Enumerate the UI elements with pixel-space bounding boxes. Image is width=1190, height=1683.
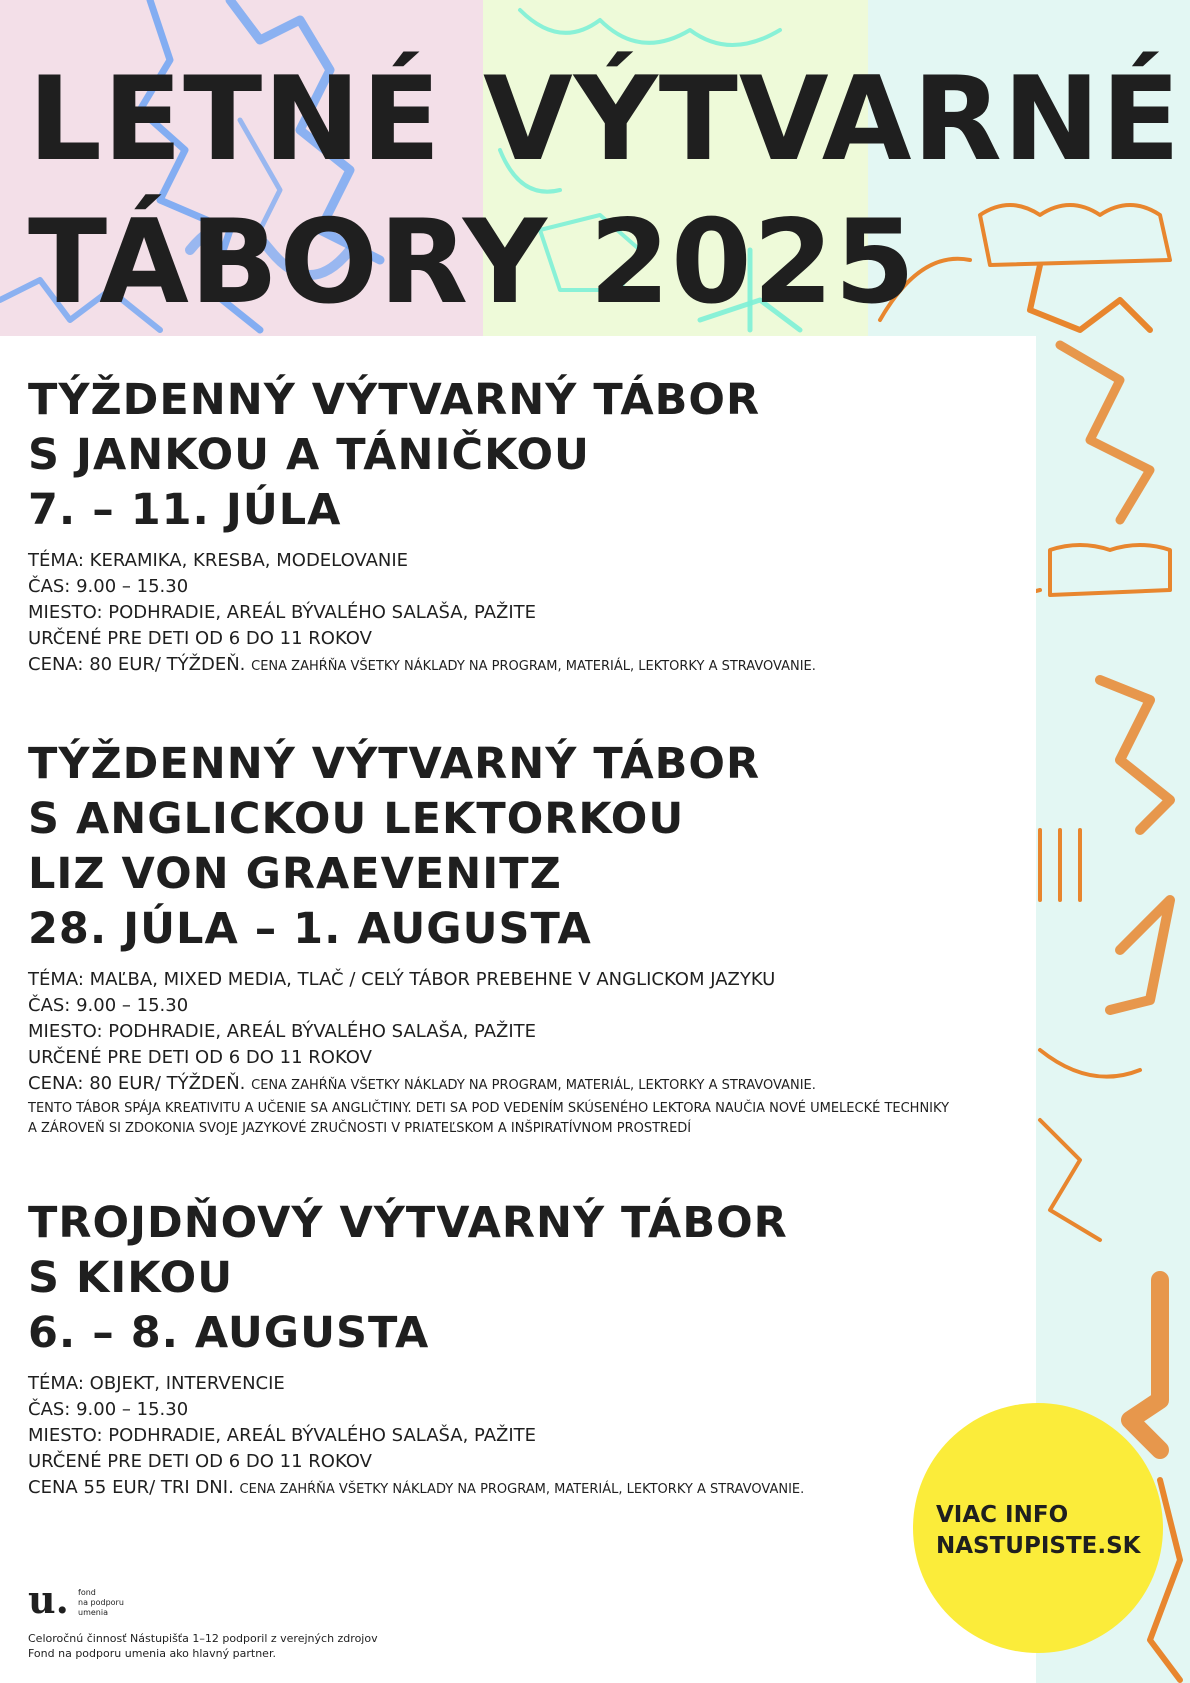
info-circle-text[interactable] (936, 1500, 1140, 1562)
camp-price-note: CENA ZAHŔŇA VŠETKY NÁKLADY NA PROGRAM, MATERIÁL, LEKTORKY A STRAVOVANIE. (251, 659, 816, 674)
logo-text-line: na podporu (78, 1598, 124, 1607)
camp-section-3 (28, 1196, 1028, 1503)
title-line-1: LETNÉ VÝTVARNÉ (28, 52, 1182, 187)
info-label: VIAC INFO (936, 1502, 1069, 1528)
camp-description-line: TENTO TÁBOR SPÁJA KREATIVITU A UČENIE SA ANGLIČTINY. DETI SA POD VEDENÍM SKÚSENÉHO LEKTORA NAUČIA NOVÉ UMELECKÉ TECHNIKY (28, 1101, 950, 1116)
camp-theme: TÉMA: MAĽBA, MIXED MEDIA, TLAČ / CELÝ TÁBOR PREBEHNE V ANGLICKOM JAZYKU (28, 969, 776, 990)
camp-dates: 28. JÚLA – 1. AUGUSTA (28, 904, 592, 954)
camp-heading-line: TROJDŇOVÝ VÝTVARNÝ TÁBOR (28, 1198, 788, 1248)
camp-heading-line: S KIKOU (28, 1253, 234, 1303)
camp-heading-line: TÝŽDENNÝ VÝTVARNÝ TÁBOR (28, 739, 761, 789)
camp-location: MIESTO: PODHRADIE, AREÁL BÝVALÉHO SALAŠA, PAŽITE (28, 1425, 537, 1446)
footer-line: Fond na podporu umenia ako hlavný partner. (28, 1647, 276, 1660)
logo-text (78, 1588, 124, 1618)
title-line-2: TÁBORY 2025 (28, 195, 917, 330)
camp-price: CENA 55 EUR/ TRI DNI. (28, 1477, 234, 1498)
camp-heading-line: TÝŽDENNÝ VÝTVARNÝ TÁBOR (28, 375, 761, 425)
footer-credit (28, 1631, 378, 1661)
poster-title (28, 48, 1181, 334)
camp-description-line: A ZÁROVEŇ SI ZDOKONIA SVOJE JAZYKOVÉ ZRUČNOSTI V PRIATEĽSKOM A INŠPIRATÍVNOM PROSTREDÍ (28, 1121, 692, 1136)
camp-price-note: CENA ZAHŔŇA VŠETKY NÁKLADY NA PROGRAM, MATERIÁL, LEKTORKY A STRAVOVANIE. (251, 1078, 816, 1093)
camp-price: CENA: 80 EUR/ TÝŽDEŇ. (28, 654, 246, 675)
camp-section-1 (28, 373, 1028, 680)
camp-location: MIESTO: PODHRADIE, AREÁL BÝVALÉHO SALAŠA, PAŽITE (28, 1021, 537, 1042)
camp-dates: 7. – 11. JÚLA (28, 485, 342, 535)
camp-location: MIESTO: PODHRADIE, AREÁL BÝVALÉHO SALAŠA, PAŽITE (28, 602, 537, 623)
website-link[interactable]: NASTUPISTE.SK (936, 1533, 1141, 1559)
camp-price-line (28, 1071, 1028, 1099)
camp-time: ČAS: 9.00 – 15.30 (28, 576, 189, 597)
logo-text-line: fond (78, 1588, 96, 1597)
logo-text-line: umenia (78, 1608, 108, 1617)
camp-age: URČENÉ PRE DETI OD 6 DO 11 ROKOV (28, 1047, 372, 1068)
logo-mark: u. (28, 1577, 69, 1622)
camp-age: URČENÉ PRE DETI OD 6 DO 11 ROKOV (28, 1451, 372, 1472)
camp-age: URČENÉ PRE DETI OD 6 DO 11 ROKOV (28, 628, 372, 649)
camp-heading-line: LIZ VON GRAEVENITZ (28, 849, 562, 899)
camp-time: ČAS: 9.00 – 15.30 (28, 1399, 189, 1420)
camp-section-2 (28, 737, 1028, 1139)
camp-dates: 6. – 8. AUGUSTA (28, 1308, 430, 1358)
camp-price-line (28, 652, 1028, 680)
camp-price: CENA: 80 EUR/ TÝŽDEŇ. (28, 1073, 246, 1094)
camp-time: ČAS: 9.00 – 15.30 (28, 995, 189, 1016)
camp-heading-line: S ANGLICKOU LEKTORKOU (28, 794, 685, 844)
camp-price-line (28, 1475, 1028, 1503)
camp-theme: TÉMA: KERAMIKA, KRESBA, MODELOVANIE (28, 550, 409, 571)
camp-heading-line: S JANKOU A TÁNIČKOU (28, 430, 590, 480)
camp-theme: TÉMA: OBJEKT, INTERVENCIE (28, 1373, 285, 1394)
camp-price-note: CENA ZAHŔŇA VŠETKY NÁKLADY NA PROGRAM, MATERIÁL, LEKTORKY A STRAVOVANIE. (239, 1482, 805, 1497)
footer-line: Celoročnú činnosť Nástupišťa 1–12 podporil z verejných zdrojov (28, 1632, 378, 1645)
